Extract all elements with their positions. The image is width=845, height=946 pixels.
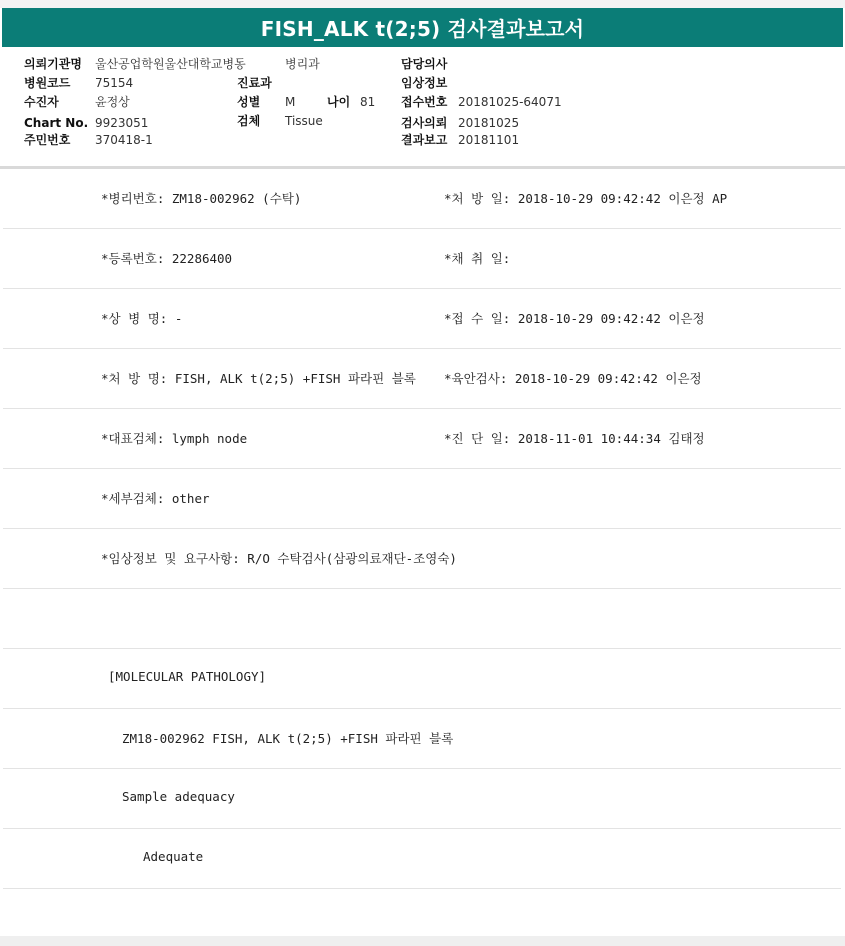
hospital-code-label: 병원코드: [24, 76, 71, 90]
top-strip: [0, 0, 845, 8]
report-title: FISH_ALK t(2;5) 검사결과보고서: [260, 17, 585, 41]
resident-no-value: 370418-1: [95, 133, 153, 147]
hospital-code-value: 75154: [95, 76, 134, 90]
detailed-specimen: *세부검체: other: [101, 491, 210, 506]
report-date-value: 20181101: [458, 133, 520, 147]
specimen-value: Tissue: [285, 114, 323, 128]
request-date-label: 검사의뢰: [401, 116, 448, 130]
report-date-label: 결과보고: [401, 133, 448, 147]
diagnosis-date: *진 단 일: 2018-11-01 10:44:34 김태정: [444, 431, 705, 446]
clinical-request: *임상정보 및 요구사항: R/O 수탁검사(삼광의료재단-조영숙): [101, 551, 457, 566]
patient-name-value: 윤정상: [95, 95, 130, 109]
report-row: [3, 469, 841, 529]
report-row: [3, 769, 841, 829]
sex-label: 성별: [237, 95, 261, 109]
report-row: [3, 529, 841, 589]
sample-adequacy-value: Adequate: [143, 849, 204, 864]
requesting-institution-value: 울산공업학원울산대학교병동: [95, 57, 246, 71]
report-row: [3, 829, 841, 889]
report-title-bar: [2, 8, 843, 47]
chart-no-value: 9923051: [95, 116, 149, 130]
request-date-value: 20181025: [458, 116, 520, 130]
report-row: [3, 589, 841, 649]
bottom-strip: [0, 936, 845, 946]
specimen-label: 검체: [237, 114, 261, 128]
report-row: [3, 349, 841, 409]
chart-no-label: Chart No.: [24, 116, 89, 130]
age-value: 81: [360, 95, 376, 109]
doctor-label: 담당의사: [401, 57, 448, 71]
requesting-institution-label: 의뢰기관명: [24, 57, 82, 71]
patient-header: [0, 47, 845, 167]
clinical-info-label: 임상정보: [401, 76, 448, 90]
pathology-number: *병리번호: ZM18-002962 (수탁): [101, 191, 302, 206]
representative-specimen: *대표검체: lymph node: [101, 431, 248, 446]
disease-name: *상 병 명: -: [101, 311, 183, 326]
resident-no-label: 주민번호: [24, 133, 71, 147]
report-row: [3, 229, 841, 289]
report-row: [3, 709, 841, 769]
gross-exam-date: *육안검사: 2018-10-29 09:42:42 이은정: [444, 371, 702, 386]
section-heading: [MOLECULAR PATHOLOGY]: [108, 669, 267, 684]
collection-date: *채 취 일:: [444, 251, 511, 266]
receipt-date: *접 수 일: 2018-10-29 09:42:42 이은정: [444, 311, 705, 326]
department-label: 진료과: [237, 76, 272, 90]
report-row: [3, 169, 841, 229]
patient-label: 수진자: [24, 95, 59, 109]
ward-value: 병리과: [285, 57, 320, 71]
test-line: ZM18-002962 FISH, ALK t(2;5) +FISH 파라핀 블록: [122, 731, 454, 746]
sample-adequacy-label: Sample adequacy: [122, 789, 235, 804]
report-row: [3, 289, 841, 349]
accession-no-value: 20181025-64071: [458, 95, 562, 109]
prescription-date: *처 방 일: 2018-10-29 09:42:42 이은정 AP: [444, 191, 728, 206]
registration-number: *등록번호: 22286400: [101, 251, 233, 266]
report-row: [3, 649, 841, 709]
report-row: [3, 409, 841, 469]
sex-value: M: [285, 95, 296, 109]
accession-no-label: 접수번호: [401, 95, 448, 109]
prescription-name: *처 방 명: FISH, ALK t(2;5) +FISH 파라핀 블록: [101, 371, 416, 386]
age-label: 나이: [327, 95, 351, 109]
